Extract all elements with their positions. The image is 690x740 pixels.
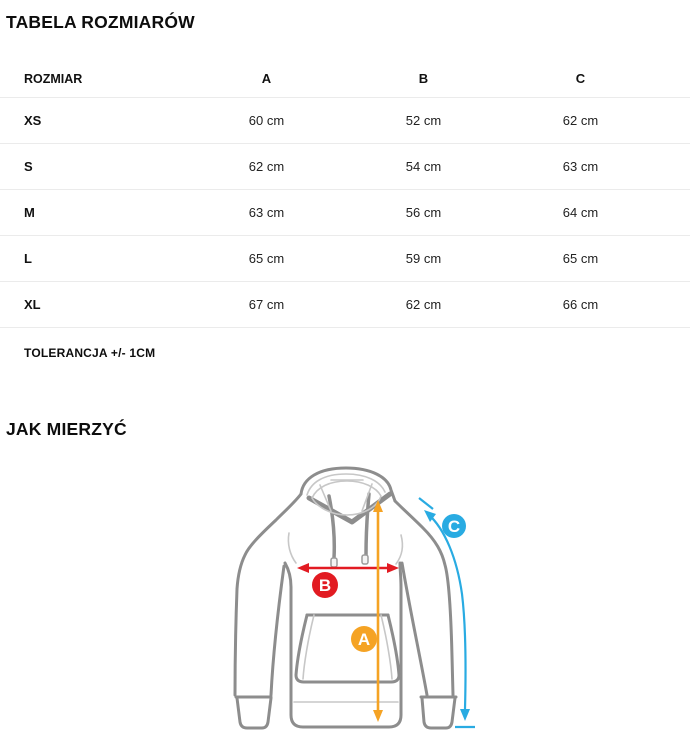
value-cell-b: 56 cm [405,205,442,220]
value-cell-a: 63 cm [248,205,285,220]
table-row-l [0,236,690,282]
value-cell-b: 59 cm [405,251,442,266]
measure-a-arrow [373,500,383,722]
value-cell-a: 62 cm [248,159,285,174]
svg-text:A: A [357,630,371,649]
how-to-measure-diagram [0,454,690,740]
table-row-xs [0,98,690,144]
value-cell-c: 64 cm [562,205,599,220]
value-cell-a: 67 cm [248,297,285,312]
value-cell-c: 66 cm [562,297,599,312]
value-cell-b: 52 cm [405,113,442,128]
measure-c-badge [442,514,466,538]
size-cell: XS [24,113,42,128]
size-cell: M [24,205,35,220]
size-table-title: TABELA ROZMIARÓW [6,12,195,32]
column-header-c: C [575,71,586,86]
value-cell-b: 62 cm [405,297,442,312]
column-header-size: ROZMIAR [24,71,83,86]
measure-a-badge [351,626,377,652]
table-row-xl [0,282,690,328]
hoodie-illustration [235,468,456,728]
value-cell-c: 63 cm [562,159,599,174]
table-row-m [0,190,690,236]
value-cell-c: 62 cm [562,113,599,128]
size-cell: L [24,251,32,266]
svg-text:B: B [318,576,332,595]
tolerance-note: TOLERANCJA +/- 1CM [24,346,156,360]
table-header-row [0,60,690,98]
column-header-a: A [261,71,272,86]
measure-b-arrow [297,563,399,573]
how-to-measure-title: JAK MIERZYĆ [6,419,127,439]
value-cell-c: 65 cm [562,251,599,266]
svg-text:C: C [447,517,461,536]
table-row-s [0,144,690,190]
column-header-b: B [418,71,429,86]
size-cell: XL [24,297,41,312]
value-cell-b: 54 cm [405,159,442,174]
value-cell-a: 60 cm [248,113,285,128]
size-table [0,60,690,328]
measure-b-badge [312,572,338,598]
value-cell-a: 65 cm [248,251,285,266]
size-cell: S [24,159,33,174]
